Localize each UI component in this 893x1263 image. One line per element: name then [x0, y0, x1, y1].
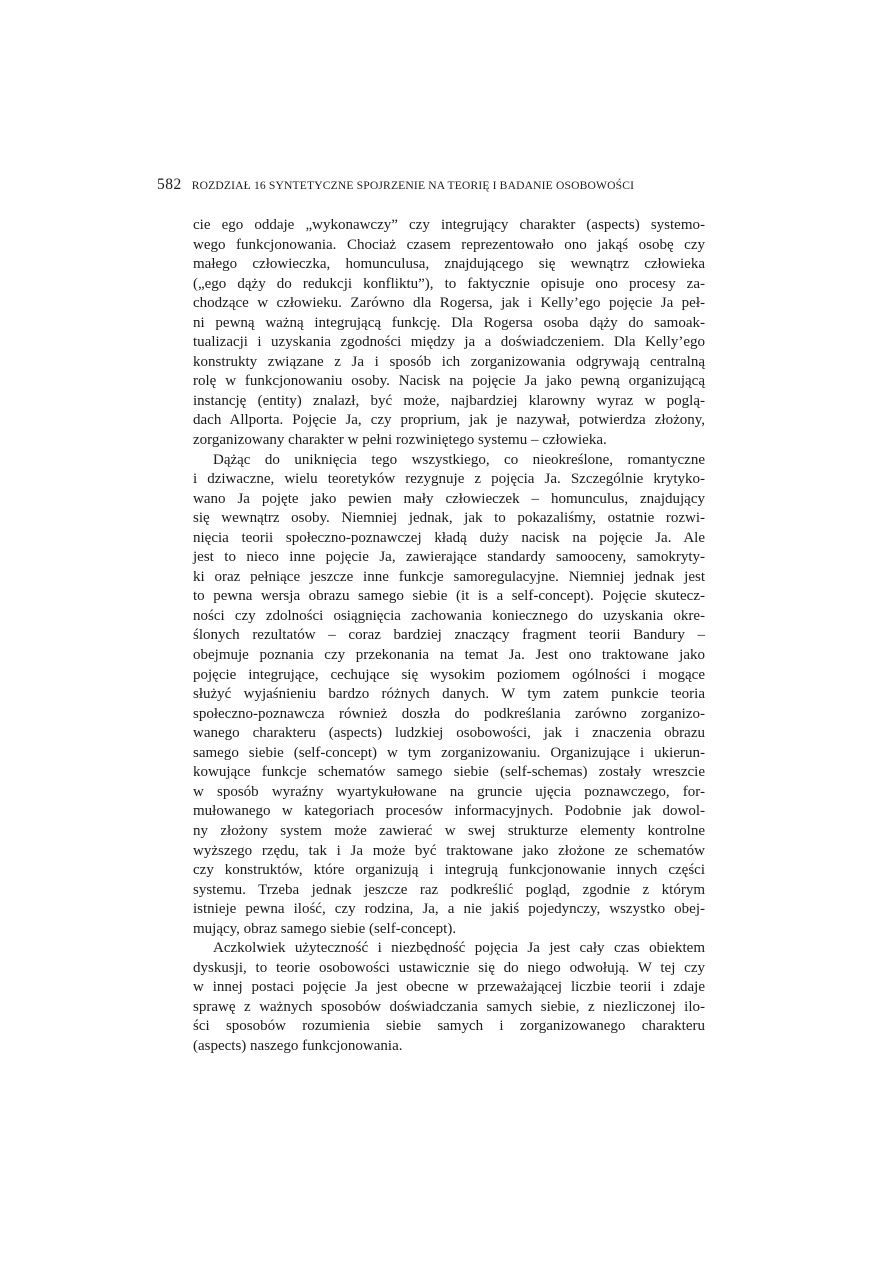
running-head: [157, 175, 717, 196]
text-line: służyć wyjaśnieniu bardzo różnych danych. W tym zatem punkcie teoria: [193, 686, 705, 703]
text-line: i dziwaczne, wielu teoretyków rezygnuje z pojęcia Ja. Szczególnie krytyko-: [193, 471, 705, 488]
text-line: ni pewną ważną integrującą funkcję. Dla Rogersa osoba dąży do samoak-: [193, 314, 705, 331]
text-line: ności czy zdolności osiągnięcia zachowania koniecznego do uzyskania okre-: [193, 607, 705, 624]
text-line: wego funkcjonowania. Chociaż czasem reprezentowało ono jakąś osobę czy: [193, 236, 705, 253]
text-line: mułowanego w kategoriach procesów informacyjnych. Podobnie jak dowol-: [193, 803, 705, 820]
text-line: w innej postaci pojęcie Ja jest obecne w przeważającej liczbie teorii i zdaje: [193, 979, 705, 996]
text-line: cie ego oddaje „wykonawczy” czy integrujący charakter (aspects) systemo-: [193, 217, 705, 233]
paragraph-2: [193, 451, 705, 940]
body-text: [193, 216, 705, 1057]
text-line: chodzące w człowieku. Zarówno dla Rogersa, jak i Kelly’ego pojęcie Ja peł-: [193, 295, 705, 312]
text-line: czy konstruktów, które organizują i integrują funkcjonowanie innych części: [193, 862, 705, 879]
text-line: małego człowieczka, homunculusa, znajdującego się wewnątrz człowieka: [193, 256, 705, 273]
page-number: 582: [157, 176, 182, 193]
paragraph-1: [193, 216, 705, 451]
text-line: społeczno-poznawcza również doszła do podkreślania zarówno zorganizo-: [193, 705, 705, 722]
text-line: dach Allporta. Pojęcie Ja, czy proprium, jak je nazywał, potwierdza złożony,: [193, 412, 705, 429]
text-line: systemu. Trzeba jednak jeszcze raz podkreślić pogląd, zgodnie z którym: [193, 881, 705, 898]
text-line: nięcia teorii społeczno-poznawczej kładą duży nacisk na pojęcie Ja. Ale: [193, 529, 705, 546]
text-line: to pewna wersja obrazu samego siebie (it is a self-concept). Pojęcie skutecz-: [193, 588, 705, 605]
text-line: ki oraz pełniące jeszcze inne funkcje samoregulacyjne. Niemniej jednak jest: [193, 568, 705, 585]
text-line: samego siebie (self-concept) w tym zorganizowaniu. Organizujące i ukierun-: [193, 744, 705, 761]
text-line: rolę w funkcjonowaniu osoby. Nacisk na pojęcie Ja jako pewną organizującą: [193, 373, 705, 390]
text-line: się wewnątrz osoby. Niemniej jednak, jak to pokazaliśmy, ostatnie rozwi-: [193, 510, 705, 527]
text-line: wanego charakteru (aspects) ludzkiej osobowości, jak i znaczenia obrazu: [193, 725, 705, 742]
text-line: w sposób wyraźny wyartykułowane na gruncie ujęcia poznawczego, for-: [193, 783, 705, 800]
text-line: kowujące funkcje schematów samego siebie (self-schemas) zostały wreszcie: [193, 764, 705, 781]
paragraph-3: [193, 939, 705, 1056]
text-line: mujący, obraz samego siebie (self-concept).: [193, 920, 457, 937]
text-line: Aczkolwiek użyteczność i niezbędność pojęcia Ja jest cały czas obiektem: [213, 940, 705, 957]
text-line: ny złożony system może zawierać w swej strukturze elementy kontrolne: [193, 822, 705, 839]
text-line: Dążąc do uniknięcia tego wszystkiego, co nieokreślone, romantyczne: [213, 451, 705, 468]
text-line: konstrukty związane z Ja i sposób ich zorganizowania odgrywają centralną: [193, 353, 705, 370]
text-line: pojęcie integrujące, cechujące się wysokim poziomem ogólności i mogące: [193, 666, 705, 683]
text-line: obejmuje poznania czy przekonania na temat Ja. Jest ono traktowane jako: [193, 647, 705, 664]
text-line: istnieje pewna ilość, czy rodzina, Ja, a nie jakiś pojedynczy, wszystko obej-: [193, 901, 705, 918]
text-line: wano Ja pojęte jako pewien mały człowieczek – homunculus, znajdujący: [193, 490, 705, 507]
text-line: dyskusji, to teorie osobowości ustawicznie się do niego odwołują. W tej czy: [193, 959, 705, 976]
text-line: (aspects) naszego funkcjonowania.: [193, 1037, 403, 1054]
text-line: instancję (entity) znalazł, być może, najbardziej klarowny wyraz w poglą-: [193, 392, 705, 409]
text-line: wyższego rzędu, tak i Ja może być traktowane jako złożone ze schematów: [193, 842, 705, 859]
text-line: jest to nieco inne pojęcie Ja, zawierające standardy samooceny, samokryty-: [193, 549, 705, 566]
text-line: sprawę z ważnych sposobów doświadczania samych siebie, z niezliczonej ilo-: [193, 998, 705, 1015]
text-line: zorganizowany charakter w pełni rozwiniętego systemu – człowieka.: [193, 432, 607, 449]
text-line: ślonych rezultatów – coraz bardziej znaczący fragment teorii Bandury –: [193, 627, 705, 644]
text-line: tualizacji i uzyskania zgodności między ja a doświadczeniem. Dla Kelly’ego: [193, 334, 705, 351]
text-line: („ego dąży do redukcji konfliktu”), to faktycznie opisuje ono procesy za-: [193, 275, 705, 292]
text-line: ści sposobów rozumienia siebie samych i zorganizowanego charakteru: [193, 1018, 705, 1035]
running-title: ROZDZIAŁ 16 SYNTETYCZNE SPOJRZENIE NA TEORIĘ I BADANIE OSOBOWOŚCI: [191, 179, 635, 192]
